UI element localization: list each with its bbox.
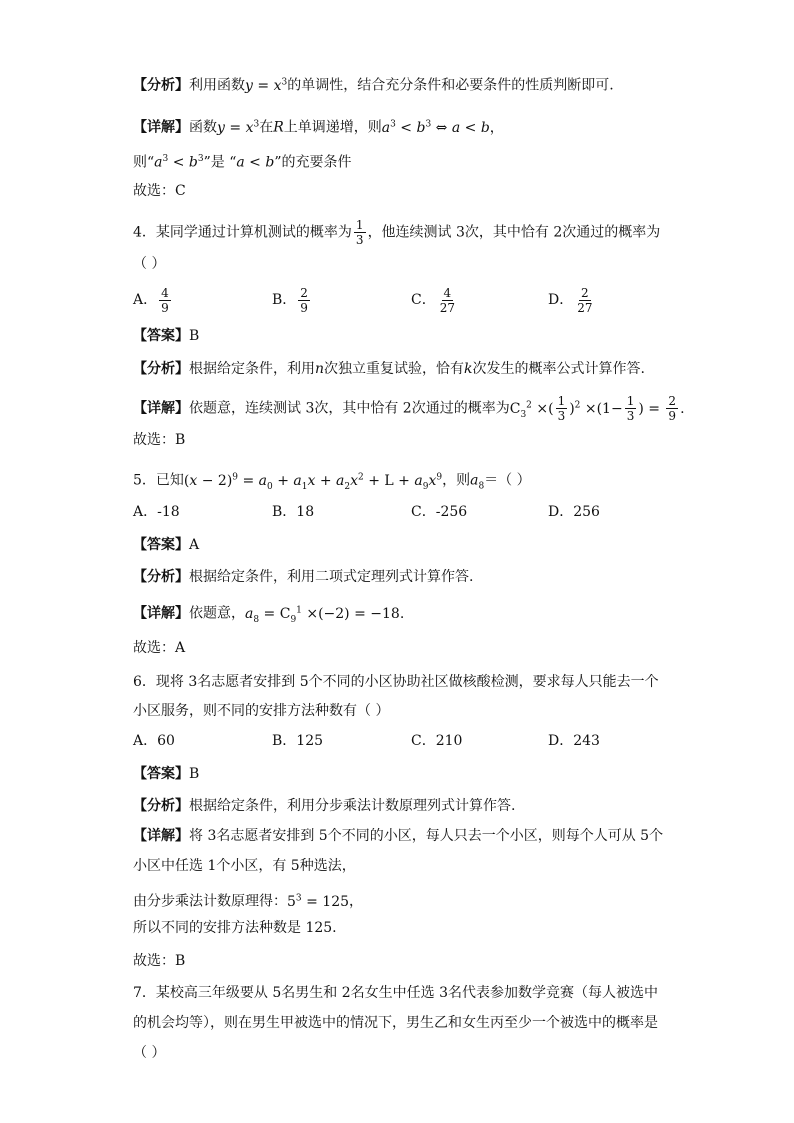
q6-option-a: A．60 [133, 733, 175, 749]
q6-detail-line-2: 小区中任选 1个小区，有 5种选法， [133, 858, 356, 874]
formula-R: R [273, 119, 284, 136]
q4-option-d: D． $\frac{2}{27}$ [548, 285, 593, 315]
q5-detail: 【详解】依题意，$a_8 = C_9^1 \times(-2) = -18$. [133, 605, 405, 625]
q4-stem [133, 218, 660, 247]
q3-analysis-text-2: 的单调性，结合充分条件和必要条件的性质判断即可. [287, 77, 614, 94]
q5-option-c: C．-256 [411, 504, 468, 520]
formula-y-x3: $y = x^3$ [245, 77, 288, 94]
q3-conclusion-line: 则“$a^3 < b^3$”是 “a < b”的充要条件 [133, 154, 352, 171]
q6-option-b: B．125 [272, 733, 324, 749]
q3-analysis-line [133, 72, 614, 96]
q4-analysis: 【分析】根据给定条件，利用n次独立重复试验，恰有k次发生的概率公式计算作答. [133, 361, 645, 377]
q3-detail-text-3: 上单调递增，则 [283, 119, 382, 136]
q3-detail-line [133, 114, 504, 138]
q3-conclusion-text: 则“ [133, 154, 155, 171]
q4-options [133, 282, 693, 318]
detail-tag: 【详解】 [133, 119, 189, 136]
q4-stem-text-2: ，他连续测试 3次，其中恰有 2次通过的概率为 [367, 224, 661, 241]
q4-detail: 【详解】依题意，连续测试 3次，其中恰有 2次通过的概率为$C_3^2$ ×( $\frac{1}{3}$ )$^2$ ×(1− $\frac{1}{3}$ ) = $\frac{2}{9}$ . [133, 394, 685, 423]
q5-option-d: D．256 [548, 504, 600, 520]
q4-choice: 故选：B [133, 432, 186, 448]
q6-stem-line-1: 6．现将 3名志愿者安排到 5个不同的小区协助社区做核酸检测，要求每人只能去一个 [133, 674, 659, 690]
q6-formula: $5^3 = 125$ [287, 893, 350, 910]
q5-choice: 故选：A [133, 640, 186, 656]
q3-conclusion-text-2: ”是 “ [203, 154, 237, 171]
analysis-tag: 【分析】 [133, 77, 189, 94]
q6-detail-line-4: 所以不同的安排方法种数是 125. [133, 920, 337, 936]
q4-option-c: C． $\frac{4}{27}$ [411, 285, 455, 315]
q4-paren: （ ） [133, 256, 166, 272]
q6-detail-line-1: 【详解】将 3名志愿者安排到 5个不同的小区，每人只去一个小区，则每个人可从 5个 [133, 828, 664, 844]
q6-option-c: C．210 [411, 733, 463, 749]
q6-options [133, 723, 693, 759]
q4-stem-text: 4．某同学通过计算机测试的概率为 [133, 224, 352, 241]
q3-conclusion-text-3: ”的充要条件 [274, 154, 352, 171]
q6-detail-line-3: 由分步乘法计数原理得：$5^3 = 125$， [133, 893, 364, 910]
q6-answer: 【答案】B [133, 766, 200, 782]
q5-detail-formula: $a_8 = C_9^1 \times(-2) = -18$. [245, 605, 405, 625]
q5-stem: 5．已知$(x - 2)^9 = a_0 + a_1x + a_2x^2 + L + a_9x^9$，则$a_8=$（ ） [133, 472, 531, 492]
formula-y-x3: $y = x^3$ [217, 119, 260, 136]
q7-paren: （ ） [133, 1045, 166, 1061]
q6-choice: 故选：B [133, 953, 186, 969]
q5-expansion: $(x - 2)^9 = a_0 + a_1x + a_2x^2 + L + a_9x^9$ [183, 472, 443, 492]
q3-choice: 故选：C [133, 183, 186, 199]
q5-option-a: A．-18 [133, 504, 180, 520]
q7-stem-line-1: 7．某校高三年级要从 5名男生和 2名女生中任选 3名代表参加数学竞赛（每人被选中 [133, 985, 658, 1001]
q4-fraction: $\frac{1}{3}$ [355, 218, 364, 247]
q5-options [133, 494, 693, 530]
q4-answer: 【答案】B [133, 328, 200, 344]
q5-option-b: B．18 [272, 504, 315, 520]
formula-equiv: $a^3 < b^3$ ⇔ a < b， [381, 119, 504, 136]
q6-stem-line-2: 小区服务，则不同的安排方法种数有（ ） [133, 703, 390, 719]
q4-option-b: B． $\frac{2}{9}$ [272, 285, 308, 315]
q7-stem-line-2: 的机会均等），则在男生甲被选中的情况下，男生乙和女生丙至少一个被选中的概率是 [133, 1015, 658, 1031]
q5-analysis: 【分析】根据给定条件，利用二项式定理列式计算作答. [133, 569, 474, 585]
q4-option-a: A． $\frac{4}{9}$ [133, 285, 169, 315]
q4-detail-formula: $C_3^2$ ×( $\frac{1}{3}$ )$^2$ ×(1− $\frac{1}{3}$ ) = $\frac{2}{9}$ . [509, 394, 685, 423]
q3-analysis-text: 利用函数 [189, 77, 245, 94]
q5-answer: 【答案】A [133, 537, 200, 553]
q3-detail-text-2: 在 [259, 119, 274, 136]
q6-option-d: D．243 [548, 733, 600, 749]
q3-detail-text: 函数 [189, 119, 217, 136]
q6-analysis: 【分析】根据给定条件，利用分步乘法计数原理列式计算作答. [133, 798, 516, 814]
